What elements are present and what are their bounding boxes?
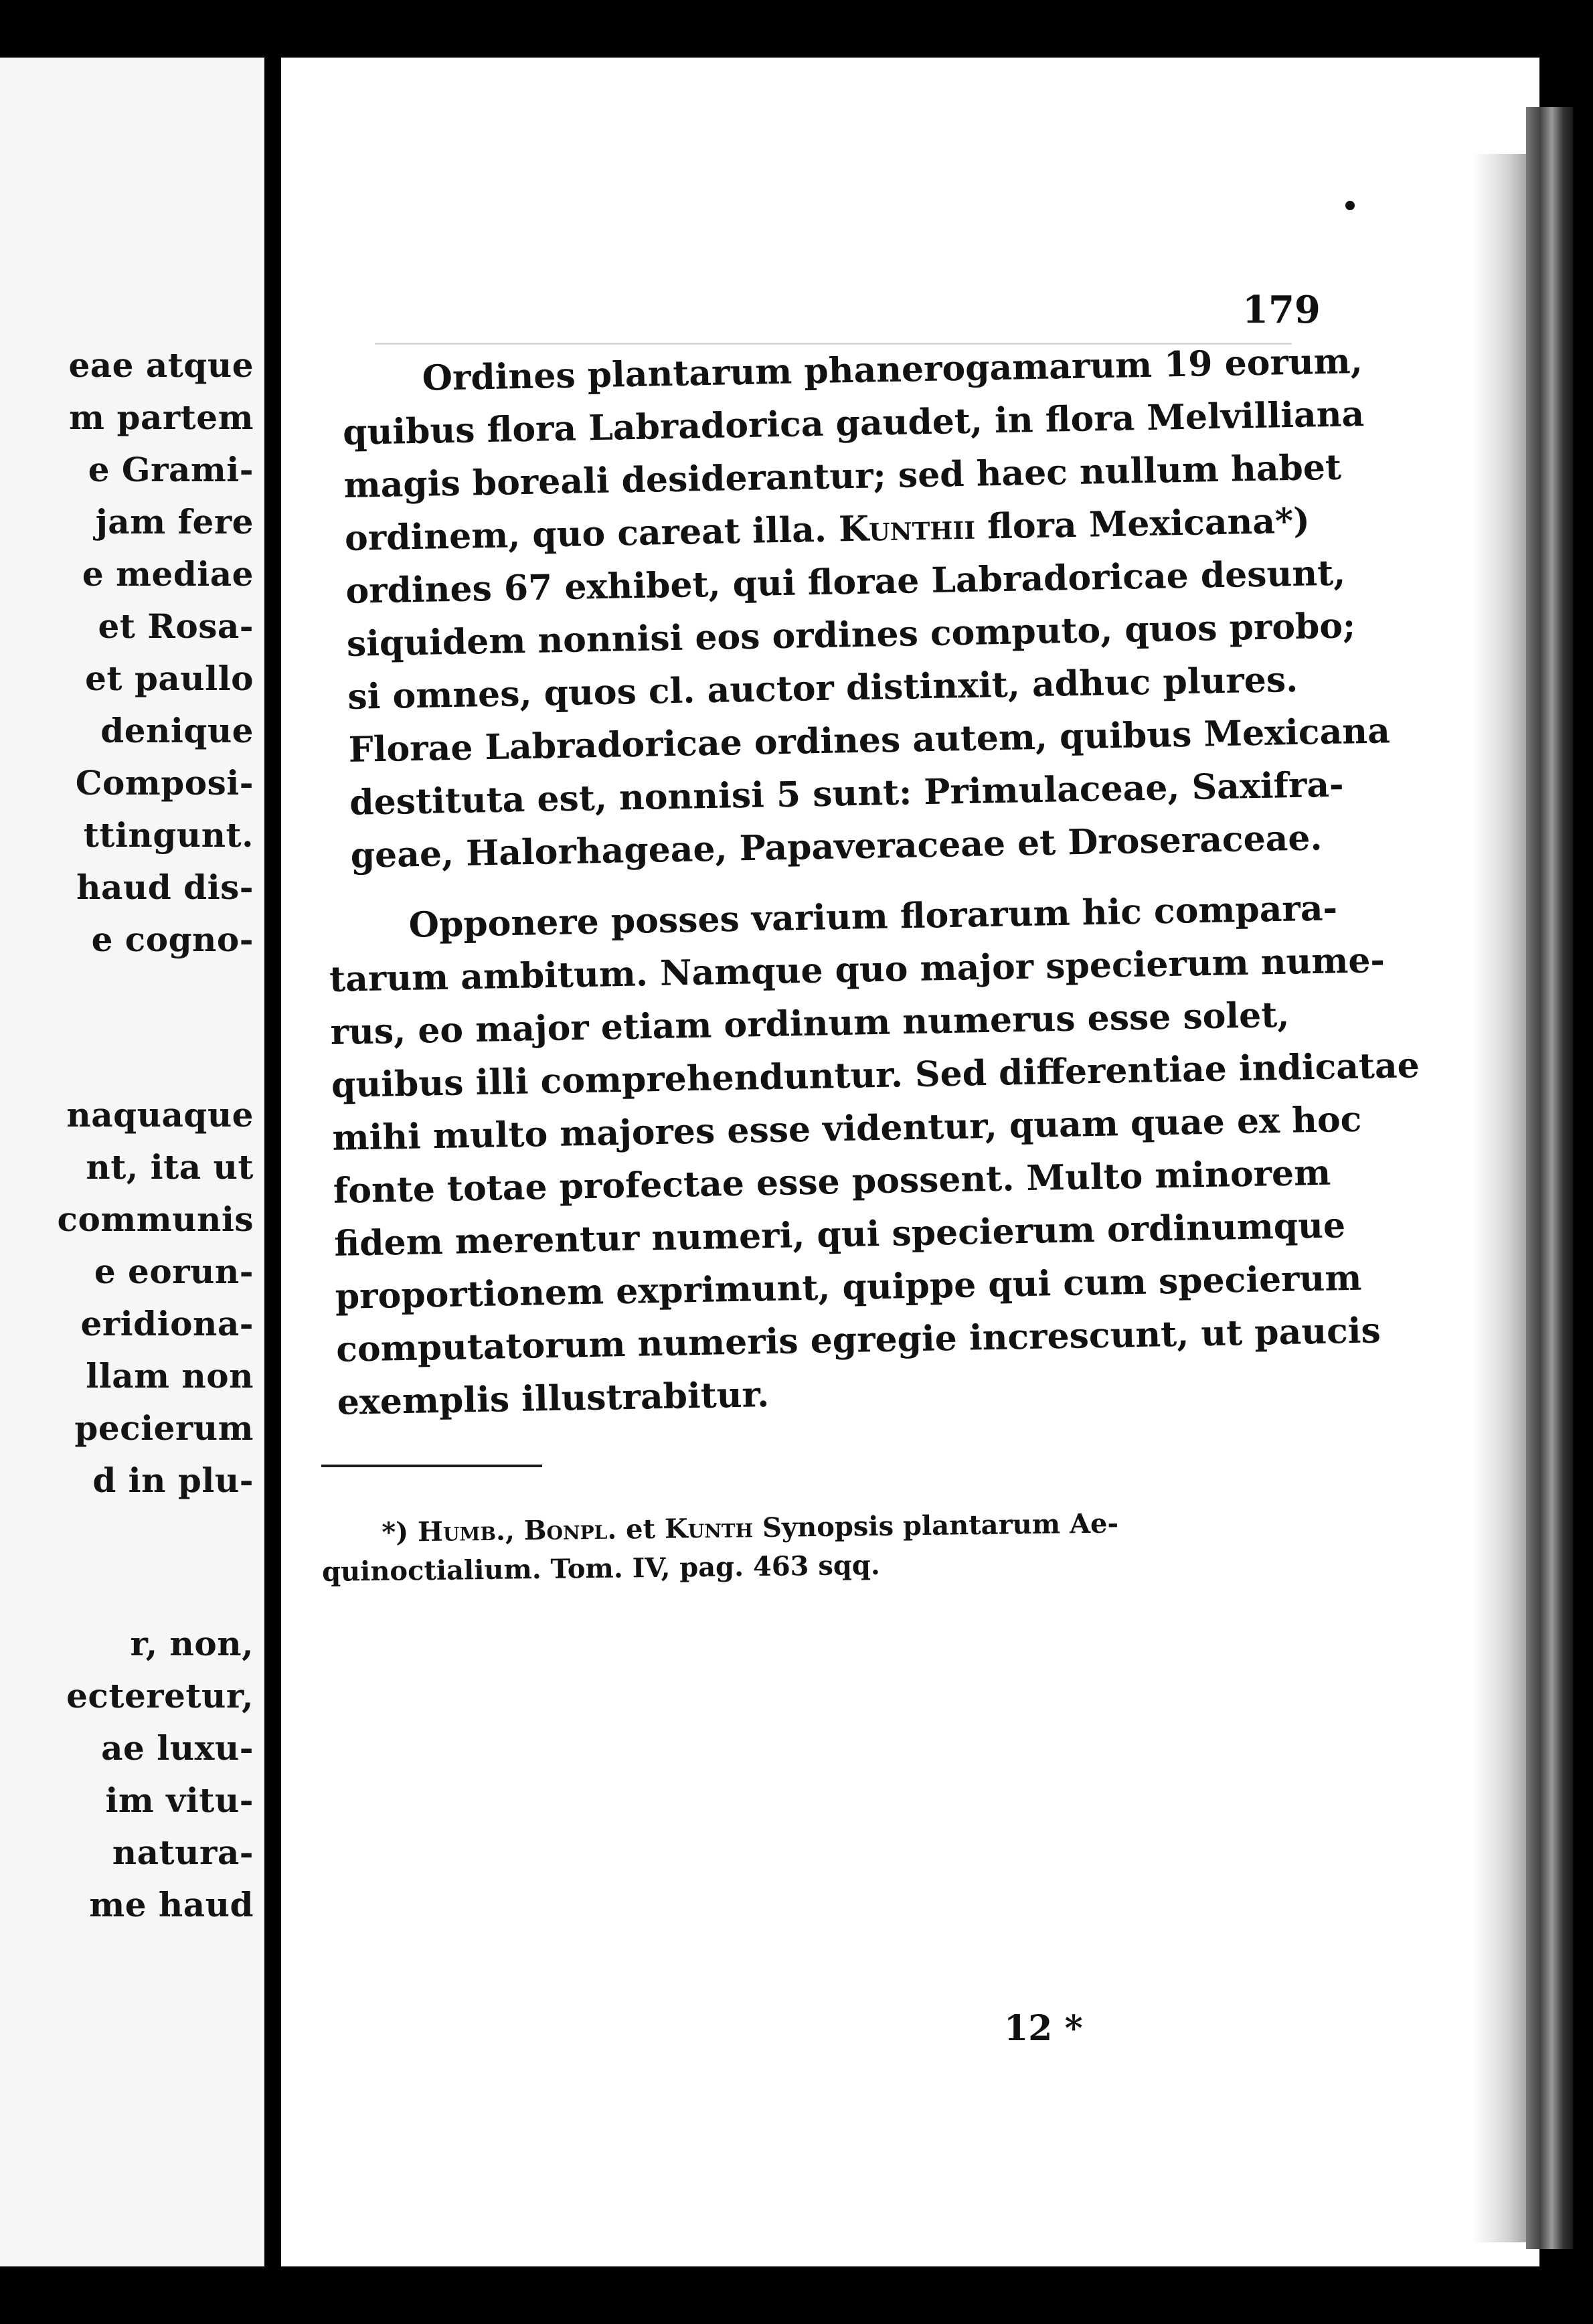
left-page-line: e Grami- — [88, 450, 254, 489]
left-page-line: e cogno- — [91, 920, 254, 959]
text-line: proportionem exprimunt, quippe qui cum specierum — [335, 1257, 1362, 1317]
author-name: Humb. — [417, 1515, 506, 1548]
signature-mark: 12 * — [1004, 2008, 1083, 2049]
left-page-line: Composi- — [75, 763, 254, 803]
page-edge — [1473, 154, 1526, 2242]
text-line: magis boreali desiderantur; sed haec nullum habet — [343, 446, 1342, 506]
left-page-line: d in plu- — [92, 1461, 254, 1500]
text-line: quibus illi comprehenduntur. Sed differentiae indicatae — [331, 1045, 1420, 1106]
left-page-line: et paullo — [85, 659, 254, 698]
text-line: siquidem nonnisi eos ordines computo, quos probo; — [346, 605, 1356, 665]
left-page-line: communis — [57, 1199, 254, 1239]
left-page-line: denique — [100, 711, 254, 750]
left-page-line: eae atque — [68, 345, 254, 385]
text-fragment: Synopsis plantarum Ae- — [752, 1507, 1119, 1544]
text-line: ordines 67 exhibet, qui florae Labradoricae desunt, — [345, 552, 1346, 612]
text-line: computatorum numeris egregie increscunt, ut paucis — [335, 1310, 1381, 1370]
author-name: Bonpl. — [523, 1513, 617, 1547]
text-line: Opponere posses varium florarum hic compara- — [408, 888, 1338, 946]
paragraph-2 — [328, 883, 1420, 1429]
book-spine — [1526, 107, 1573, 2249]
text-line: tarum ambitum. Namque quo major specierum nume- — [329, 940, 1386, 1000]
left-page-line: e eorun- — [94, 1252, 254, 1291]
text-fragment: flora Mexicana*) — [975, 500, 1311, 548]
left-page-line: pecierum — [74, 1408, 254, 1448]
left-page-line: m partem — [69, 398, 254, 437]
left-page-line: im vitu- — [105, 1780, 254, 1820]
left-page-line: llam non — [86, 1356, 254, 1396]
footnote-line: *) Humb., Bonpl. et Kunth Synopsis plantarum Ae- — [382, 1507, 1119, 1548]
footnote — [321, 1502, 1286, 1592]
text-line: exemplis illustrabitur. — [337, 1374, 770, 1423]
paragraph-1 — [341, 336, 1391, 882]
left-page-line: naquaque — [66, 1095, 254, 1135]
footnote-line: quinoctialium. Tom. IV, pag. 463 sqq. — [321, 1549, 881, 1588]
left-page-line: et Rosa- — [98, 606, 254, 646]
text-line: fonte totae profectae esse possent. Multo minorem — [333, 1152, 1331, 1212]
left-page-line: natura- — [112, 1833, 254, 1872]
left-page-line: ttingunt. — [83, 815, 254, 855]
text-line: fidem merentur numeri, qui specierum ordinumque — [333, 1205, 1346, 1264]
text-line: Florae Labradoricae ordines autem, quibus Mexicana — [348, 710, 1391, 770]
footnote-marker: *) — [382, 1516, 409, 1548]
footnote-rule — [321, 1465, 542, 1467]
left-page-line: nt, ita ut — [86, 1147, 254, 1187]
left-page-line: jam fere — [95, 502, 254, 542]
text-line: si omnes, quos cl. auctor distinxit, adhuc plures. — [347, 659, 1298, 718]
text-line: mihi multo majores esse videntur, quam quae ex hoc — [331, 1098, 1362, 1159]
left-page-line: me haud — [89, 1885, 254, 1924]
text-fragment: ordinem, quo careat illa. — [344, 509, 827, 559]
left-page-line: eridiona- — [80, 1304, 254, 1343]
left-page-line: r, non, — [130, 1624, 254, 1663]
text-line: destituta est, nonnisi 5 sunt: Primulaceae, Saxifra- — [349, 764, 1345, 823]
text-line: rus, eo major etiam ordinum numerus esse solet, — [330, 994, 1290, 1053]
text-fragment: et — [616, 1513, 665, 1546]
left-page-fragment — [0, 58, 264, 2266]
page-number: 179 — [1242, 288, 1321, 332]
left-page-line: ecteretur, — [66, 1676, 254, 1716]
text-line: quibus flora Labradorica gaudet, in flora Melvilliana — [342, 394, 1365, 453]
left-page-line: ae luxu- — [101, 1728, 254, 1768]
left-page-line: haud dis- — [76, 867, 254, 907]
author-name: Kunthii — [838, 506, 976, 550]
text-line: geae, Halorhageae, Papaveraceae et Droseraceae. — [350, 817, 1323, 876]
text-line: Ordines plantarum phanerogamarum 19 eorum, — [422, 341, 1363, 399]
left-page-line: e mediae — [82, 554, 254, 594]
speck — [1345, 201, 1355, 210]
author-name: Kunth — [664, 1512, 754, 1545]
